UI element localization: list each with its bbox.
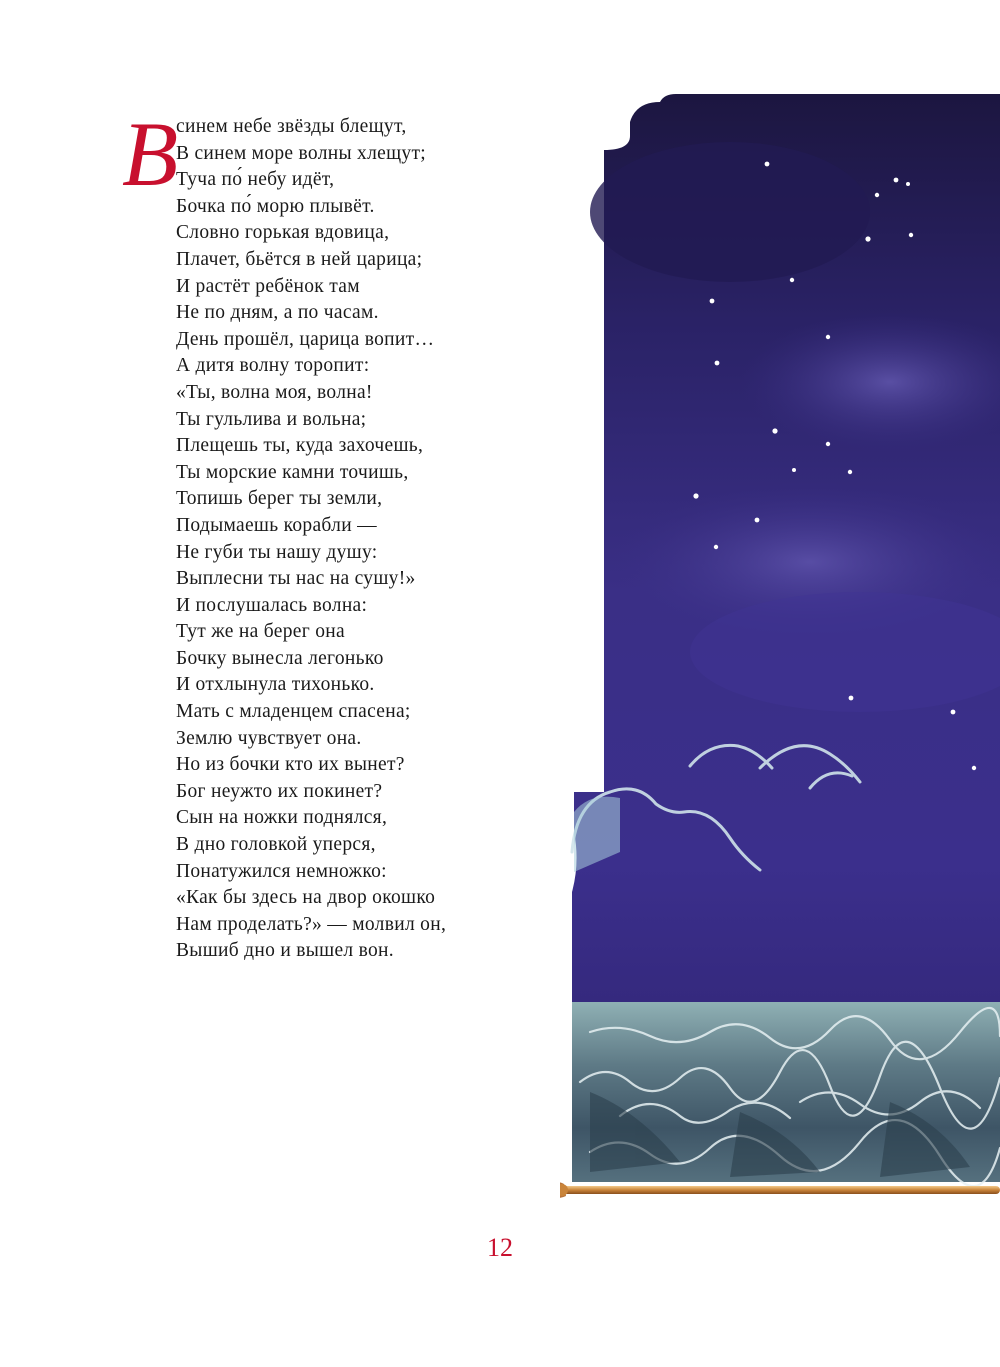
poem-line: Вышиб дно и вышел вон.	[176, 940, 394, 962]
poem-line: День прошёл, царица вопит…	[176, 328, 435, 350]
poem-line: Землю чувствует она.	[176, 727, 362, 749]
poem-line: Тут же на берег она	[176, 621, 345, 643]
poem-lines	[176, 114, 446, 965]
night-sea-illustration	[560, 92, 1000, 1212]
poem-line: Не по дням, а по часам.	[176, 302, 379, 324]
poem-line: В дно головкой уперся,	[176, 834, 376, 856]
poem-line: «Ты, волна моя, волна!	[176, 381, 373, 403]
poem-line: Сын на ножки поднялся,	[176, 807, 388, 829]
poem-line: Не губи ты нашу душу:	[176, 541, 378, 563]
poem-line: синем небе звёзды блещут,	[176, 116, 407, 137]
poem-line: Бог неужто их покинет?	[176, 780, 383, 802]
poem-line: А дитя волну торопит:	[176, 355, 370, 377]
poem-line: Ты морские камни точишь,	[176, 461, 409, 483]
poem-line: Нам проделать?» — молвил он,	[176, 913, 447, 935]
poem-line: И отхлынула тихонько.	[176, 674, 375, 696]
poem-line: Выплесни ты нас на сушу!»	[176, 568, 416, 590]
poem-line: Подымаешь корабли —	[176, 514, 377, 536]
poem-line: Словно горькая вдовица,	[176, 222, 390, 244]
poem-line: Понатужился немножко:	[176, 860, 387, 882]
poem-line: Бочку вынесла легонько	[176, 647, 384, 669]
poem-line: Ты гульлива и вольна;	[176, 408, 367, 430]
poem-line: Топишь берег ты земли,	[176, 488, 383, 510]
poem-line: Туча по́ небу идёт,	[176, 169, 335, 191]
poem-line: И послушалась волна:	[176, 594, 368, 616]
poem-line: Плещешь ты, куда захочешь,	[176, 435, 424, 457]
poem-line: В синем море волны хлещут;	[176, 142, 426, 164]
poem-line: И растёт ребёнок там	[176, 275, 360, 297]
poem-line: Плачет, бьётся в ней царица;	[176, 248, 423, 270]
poem-line: Мать с младенцем спасена;	[176, 701, 411, 723]
page-number: 12	[487, 1233, 513, 1262]
drop-cap: В	[122, 103, 179, 205]
scroll-rod	[560, 1182, 1000, 1198]
poem-line: Но из бочки кто их вынет?	[176, 754, 405, 776]
poem-line: «Как бы здесь на двор окошко	[176, 887, 436, 909]
poem-line: Бочка по́ морю плывёт.	[176, 195, 375, 217]
